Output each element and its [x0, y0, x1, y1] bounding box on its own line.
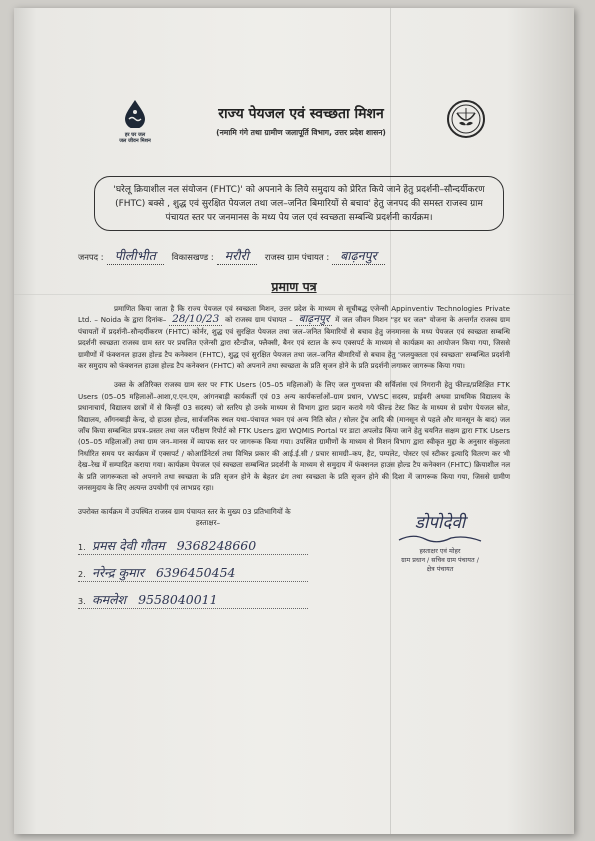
participant-phone: 9368248660: [176, 537, 257, 553]
participants-heading-line-1: उपरोक्त कार्यक्रम में उपस्थित राजस्व ग्राम पंचायत स्तर के मुख्य 03 प्रतिभागियों के: [78, 506, 291, 516]
certificate-title: प्रमाण पत्र: [271, 279, 317, 294]
block-label: विकासखण्ड :: [171, 252, 214, 262]
participant-number: 2.: [78, 569, 86, 579]
participants-heading: [78, 506, 338, 528]
official-stamp: [370, 547, 510, 574]
logo-caption-line-2: जल जीवन मिशन: [119, 138, 151, 144]
panchayat-field: [265, 247, 385, 265]
participant-row: [78, 537, 308, 555]
scanned-certificate-page: [14, 8, 574, 834]
panchayat-label: राजस्व ग्राम पंचायत :: [264, 252, 330, 262]
signature-stroke-icon: [395, 531, 485, 545]
department-subtitle: (नमामि गंगे तथा ग्रामीण जलापूर्ति विभाग, उत्तर प्रदेश शासन): [216, 128, 386, 137]
participants-heading-line-2: हस्ताक्षर–: [195, 517, 221, 527]
district-value: पीलीभीत: [107, 247, 164, 265]
letterhead: [78, 92, 510, 150]
panchayat-value: बाढ़नपुर: [332, 247, 385, 265]
mission-title: राज्य पेयजल एवं स्वच्छता मिशन: [218, 106, 384, 122]
signatures-section: [78, 506, 510, 609]
participant-name: प्रमस देवी गौतम: [92, 537, 165, 553]
participant-phone: 6396450454: [155, 564, 236, 580]
participant-name: नरेन्द्र कुमार: [92, 564, 144, 580]
participants-block: [78, 506, 338, 609]
document-content: [78, 92, 510, 609]
pradhan-signature-block: [370, 510, 510, 609]
participant-phone: 9558040011: [138, 591, 218, 607]
program-description-box: 'घरेलू क्रियाशील नल संयोजन (FHTC)' को अपनाने के लिये समुदाय को प्रेरित किये जाने हेतु प्रदर्शनी–सौन्दर्यीकरण (FHTC) बक्से , शुद्ध एवं सुरक्षित पेयजल तथा जल–जनित बिमारियों से बचाव' हेतु जनपद की समस्त राजस्व ग्राम पंचायत स्तर पर जनमानस के मध्य पेय जल एवं स्वच्छता सम्बन्धि प्रदर्शनी कार्यक्रम।: [94, 176, 504, 231]
water-drop-icon: [120, 98, 150, 128]
participant-number: 1.: [78, 542, 86, 552]
handwritten-date: 28/10/23: [169, 313, 222, 326]
participant-name: कमलेश: [92, 591, 127, 607]
stamp-line-1: हस्ताक्षर एवं मोहर: [419, 546, 461, 555]
block-field: [172, 247, 257, 265]
stamp-line-2: ग्राम प्रधान / सचिव ग्राम पंचायत /: [401, 555, 479, 564]
certificate-paragraph-1: [78, 303, 510, 371]
har-ghar-jal-logo: [112, 98, 158, 144]
participant-row: [78, 564, 308, 582]
letterhead-text: [158, 104, 444, 138]
district-label: जनपद :: [78, 252, 104, 262]
stamp-line-3: क्षेत्र पंचायत: [426, 564, 454, 573]
para1-text-end: में जल जीवन मिशन "हर घर जल" योजना के अन्तर्गत राजस्व ग्राम पंचायतों में प्रदर्शनी–सौन्दर्यीकरण (FHTC) कोर्नर, शुद्ध एवं सुरक्षित पेयजल तथा जल–जनित बिमारियों से बचाव हेतु जनमानस के मध्य पेयजल एवं स्वच्छता सम्बन्धि प्रदर्शनी स्वच्छता राजस्व ग्राम स्तर पर प्रचलित एजेन्सी द्वारा स्टैन्डीज, फ्लैक्सी, बैनर एवं स्टाल के रूप एक्सपर्ट के माध्यम से कार्यक्रम का आयोजन किया गया, जिससे ग्रामीणों में फंक्शनल हाउस होल्ड टैप कनेक्शन (FHTC), शुद्ध एवं सुरक्षित पेयजल तथा जल–जनित बीमारियों से बचाव हेतु 'जलयुक्तता एवं स्वच्छता' सम्बन्धित प्रदर्शनी कर समुदाय को फंक्शनल हाउस होल्ड टैप कनेक्शन (FHTC) को अपनाने तथा स्वच्छता के प्रति सृजन होने के प्रति प्रदर्शनी लगाकर जागरूक किया गया।: [78, 315, 510, 371]
para1-text-start: प्रमाणित किया जाता है कि राज्य पेयजल एवं स्वच्छता मिशन, उत्तर प्रदेश के माध्यम से सूचीबद्ध एजेन्सी Appinventiv Technologies Private Ltd. – Noida के द्वारा दिनांक–: [78, 304, 510, 325]
participant-row: [78, 591, 308, 609]
handwritten-panchayat: बाढ़नपुर: [296, 313, 333, 326]
location-fields: [78, 247, 510, 265]
district-field: [78, 247, 164, 265]
participant-number: 3.: [78, 596, 86, 606]
logo-caption-line-1: हर घर जल: [124, 132, 146, 138]
handwritten-signature: डोपोदेवी: [414, 512, 466, 533]
up-govt-emblem-icon: [444, 99, 488, 143]
block-value: मरौरी: [217, 247, 257, 265]
certificate-paragraph-2: उक्त के अतिरिक्त राजस्व ग्राम स्तर पर FTK Users (05–05 महिलाओं) के लिए जल गुणवत्ता की सर्विलांस एवं निगरानी हेतु फील्ड/प्रशिक्षित FTK Users (05–05 महिलाओं–आशा,ए.एन.एम, आंगनबाड़ी कार्यकर्ती एवं 03 अन्य कार्यकर्त्ताओं–ग्राम प्रधान, VWSC सदस्य, प्राईवरी अथवा प्राथमिक विद्यालय के प्रधानाचार्य, विद्यालय छात्रों में से किन्हीं 03 सदस्य) जो स्तरिय हो उनके माध्यम से विभाग द्वारा प्रदान कराये गये फील्ड टेस्ट किट के माध्यम से प्रयोग पेयजल स्रोत, विद्यालय, आँगनबाड़ी केन्द्र, दो हाउस होल्ड, सार्वजनिक स्थल यथा–पंचायत भवन एवं अन्य निति स्रोत / सोलर ट्रेंच आदि की (मानसून से पहले और मानसून के बाद) जल जाँच किया सम्बन्धित प्रपत्र–प्रस्तर तथा जल परीक्षण रिपोर्ट को FTK Users द्वारा WQMIS Portal पर डाटा अपलोड किया जाने हेतु चयनित सक्षम द्वारा FTK Users (05–05 महिलाओं) तथा ग्राम जन–मानस में व्यापक स्तर पर जागरूक किया गया। उपस्थित ग्रामीणों के माध्यम से मिशन विभाग द्वारा स्वीकृत मुद्दा के अनुसार संकुलता निर्धारित समय पर कार्यक्रम में एक्सपर्ट / कोआर्डिनेटर्स तथा विभिन्न प्रकार की आई.ई.सी / प्रचार सामग्री–कप, हैट, पम्पलेट, पोस्टर एवं स्टीकर इत्यादि वितरण कर भी देख–रेख में सम्पादित कराया गया। कार्यक्रम पेयजल एवं स्वच्छता सम्बन्धित प्रदर्शनी के माध्यम से समुदाय में फंक्शनल हाउस होल्ड टैप कनेक्शन (FHTC) क्रियाशील नल के प्रति जागरूकता को अपनाने तथा स्वच्छता के प्रति सृजन होने के बेहतर ढंग तथा स्वच्छता के प्रति सृजन होने की दिशा में जागरूक किया गया, जिससे ग्रामीण जनसमुदाय के लिए अत्यन्त उपयोगी एवं लाभप्रद रहा।: [78, 380, 510, 493]
para1-text-middle: को राजस्व ग्राम पंचायत –: [225, 315, 293, 325]
